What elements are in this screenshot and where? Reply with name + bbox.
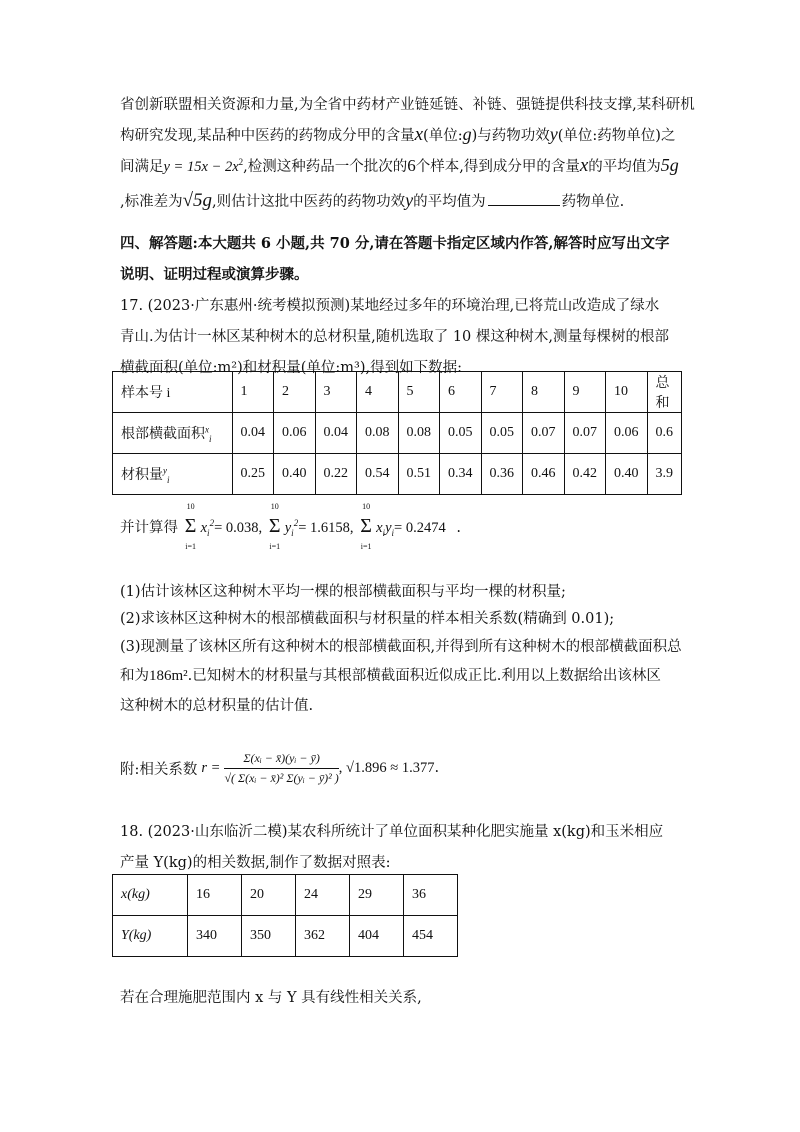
q17-text: 并计算得 (120, 520, 178, 536)
p16-text: (单位: (423, 128, 463, 144)
p16-text: ,则估计这批中医药的药物功效 (212, 194, 406, 210)
formula: y = 15x − 2x (163, 159, 239, 175)
var-g: g (462, 124, 472, 144)
q17-part-3c: 这种树木的总材积量的估计值. (120, 698, 314, 714)
answer-blank (488, 191, 560, 206)
q17-part-3: (3)现测量了该林区所有这种树木的根部横截面积,并得到所有这种树木的根部横截面积总 (120, 639, 682, 655)
sqrt-approx: , √1.896 ≈ 1.377 (338, 759, 435, 776)
table-cell: 24 (296, 875, 350, 916)
table-cell: 0.05 (481, 413, 523, 454)
table-row (113, 413, 682, 454)
sum-symbol: 10 Σ i=1 (268, 502, 281, 551)
q17-part-2: (2)求该林区这种树木的根部横截面积与材积量的样本相关系数(精确到 0.01); (120, 611, 615, 627)
table-cell: 0.51 (398, 454, 440, 495)
table-cell: 29 (350, 875, 404, 916)
table-cell: 0.06 (606, 413, 648, 454)
sum-value: = 1.6158, (298, 520, 354, 536)
table-row (113, 372, 682, 413)
p16-line-4 (120, 190, 624, 212)
table-cell: 3.9 (647, 454, 682, 495)
table-cell: 350 (242, 916, 296, 957)
q17-sums: 并计算得 10 Σ i=1 $x_i^2= 0.038$, 10 Σ i=1 $y_i^2= 1.6158$, 10 Σ i=1 $x_iy_i= 0.2474$ . (120, 502, 461, 551)
section-heading-2: 说明、证明过程或演算步骤。 (120, 266, 309, 283)
table-cell: 0.07 (564, 413, 606, 454)
table-cell: 0.08 (357, 413, 399, 454)
p16-text: 的平均值为 (413, 194, 486, 210)
table-cell: 0.25 (232, 454, 274, 495)
p16-text: 个样本,得到成分甲的含量 (415, 159, 580, 175)
table-cell: 10 (606, 372, 648, 413)
q18-line-2: 产量 Y(kg)的相关数据,制作了数据对照表: (120, 855, 391, 871)
table-row (113, 916, 458, 957)
table-cell: 0.05 (440, 413, 482, 454)
q17-part-3b: 和为186m².已知树木的材积量与其根部横截面积近似成正比.利用以上数据给出该林区 (120, 668, 661, 684)
sum-symbol: 10 Σ i=1 (360, 502, 372, 551)
q17-line-3: 横截面积(单位:m²)和材积量(单位:m³),得到如下数据: (120, 360, 463, 376)
sum-value: = 0.2474 (394, 520, 446, 536)
var-y: y (405, 190, 414, 210)
table-cell: 6 (440, 372, 482, 413)
q17-table (112, 371, 682, 495)
sum-symbol: 10 Σ i=1 (184, 502, 197, 551)
p16-text: 间满足 (120, 159, 164, 175)
table-cell: 1 (232, 372, 274, 413)
table-row (113, 875, 458, 916)
table-cell: 0.36 (481, 454, 523, 495)
table-cell: 0.40 (606, 454, 648, 495)
section-heading: 四、解答题:本大题共 6 小题,共 70 分,请在答题卡指定区域内作答,解答时应写出文字 (120, 235, 670, 252)
table-cell: 0.08 (398, 413, 440, 454)
table-cell: Y(kg) (113, 916, 188, 957)
table-cell: 36 (404, 875, 458, 916)
table-row-label: 根部横截面积$^x_i$ (113, 413, 233, 454)
q17-appendix: 附:相关系数 r = $\frac{\text{Σ(xᵢ − x̄)(yᵢ − ȳ)}}{\text{√( Σ(xᵢ − x̄)² Σ(yᵢ − ȳ)² )}}$ , √1.896 ≈ 1.377 . (120, 750, 440, 785)
table-cell: 362 (296, 916, 350, 957)
table-cell: 0.46 (523, 454, 565, 495)
p16-text: 的平均值为 (588, 159, 661, 175)
table-cell: 0.42 (564, 454, 606, 495)
table-cell: 8 (523, 372, 565, 413)
p16-text: )与药物功效 (471, 128, 550, 144)
var-x: x (579, 155, 589, 176)
table-cell: 404 (350, 916, 404, 957)
r-symbol: r = (201, 759, 221, 776)
p16-line-1: 省创新联盟相关资源和力量,为全省中药材产业链延链、补链、强链提供科技支撑,某科研机 (120, 97, 695, 113)
table-cell: 340 (188, 916, 242, 957)
table-cell: 0.22 (315, 454, 357, 495)
six: 6 (407, 156, 416, 175)
table-cell: 0.04 (315, 413, 357, 454)
table-cell: 0.34 (440, 454, 482, 495)
var-y: y (549, 124, 558, 144)
table-row (113, 454, 682, 495)
sd-value: √5g (182, 190, 213, 211)
p16-text: 构研究发现,某品种中医药的药物成分甲的含量 (120, 128, 415, 144)
table-cell: 2 (274, 372, 316, 413)
table-cell: 5 (398, 372, 440, 413)
table-cell: 0.40 (274, 454, 316, 495)
q18-line-1: 18. (2023·山东临沂二模)某农科所统计了单位面积某种化肥实施量 x(kg)和玉米相应 (120, 824, 664, 840)
var-x: x (414, 124, 424, 145)
table-cell: 0.6 (647, 413, 682, 454)
p16-text: 药物单位. (561, 194, 625, 210)
table-cell: 0.54 (357, 454, 399, 495)
q17-line-1: 17. (2023·广东惠州·统考模拟预测)某地经过多年的环境治理,已将荒山改造成了绿水 (120, 298, 660, 314)
p16-text: (单位:药物单位)之 (557, 128, 676, 144)
q17-part-1: (1)估计该林区这种树木平均一棵的根部横截面积与平均一棵的材积量; (120, 584, 566, 600)
table-cell: 0.07 (523, 413, 565, 454)
sum-value: = 0.038, (214, 520, 263, 536)
q18-table (112, 874, 458, 957)
p16-line-2 (120, 124, 675, 146)
q17-line-2: 青山.为估计一林区某种树木的总材积量,随机选取了 10 棵这种树木,测量每棵树的根部 (120, 329, 669, 345)
table-cell: 样本号 i (113, 372, 233, 413)
p16-text: ,标准差为 (120, 194, 183, 210)
table-cell: 总和 (647, 372, 682, 413)
p16-text: ,检测这种药品一个批次的 (243, 159, 408, 175)
table-cell: 0.06 (274, 413, 316, 454)
table-cell: 454 (404, 916, 458, 957)
table-cell: 0.04 (232, 413, 274, 454)
correlation-formula: $\frac{\text{Σ(xᵢ − x̄)(yᵢ − ȳ)}}{\text{√( Σ(xᵢ − x̄)² Σ(yᵢ − ȳ)² )}}$ (224, 750, 339, 785)
mean-value: 5g (660, 155, 679, 175)
table-cell: 9 (564, 372, 606, 413)
table-cell: 7 (481, 372, 523, 413)
table-cell: 20 (242, 875, 296, 916)
table-cell: 3 (315, 372, 357, 413)
p16-line-3: 间满足$y = 15x - 2x^2$,检测这种药品一个批次的6个样本,得到成分甲的含量x的平均值为5g (120, 155, 679, 176)
table-cell: 16 (188, 875, 242, 916)
q18-line-3: 若在合理施肥范围内 x 与 Y 具有线性相关关系, (120, 990, 422, 1006)
table-row-label: 材积量$^y_i$ (113, 454, 233, 495)
table-cell: 4 (357, 372, 399, 413)
table-cell: x(kg) (113, 875, 188, 916)
